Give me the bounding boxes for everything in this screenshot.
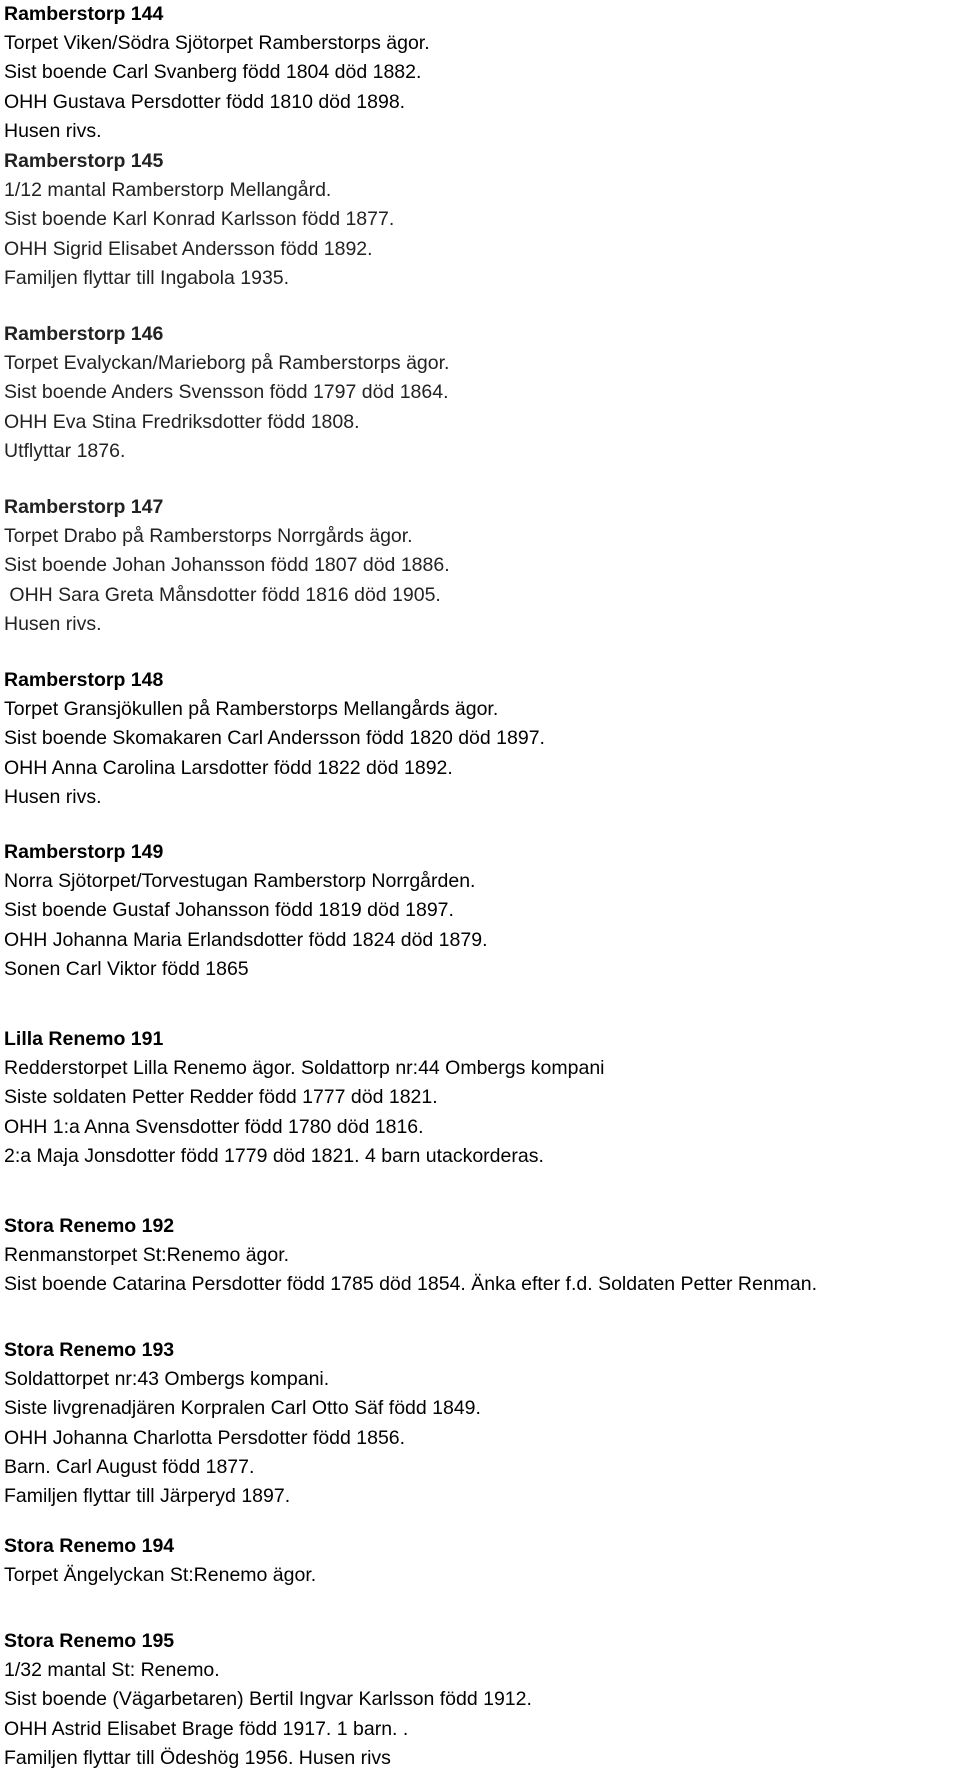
entry-line: OHH Astrid Elisabet Brage född 1917. 1 barn. . (4, 1717, 409, 1740)
entry-stora-renemo-192 (4, 1212, 956, 1300)
entry-heading: Stora Renemo 194 (4, 1535, 175, 1557)
entry-heading: Ramberstorp 146 (4, 323, 164, 345)
entry-heading: Stora Renemo 193 (4, 1339, 175, 1361)
entry-stora-renemo-195 (4, 1627, 956, 1773)
entry-line: OHH Eva Stina Fredriksdotter född 1808. (4, 410, 360, 433)
entry-heading: Stora Renemo 192 (4, 1215, 175, 1237)
entry-line: Familjen flyttar till Ödeshög 1956. Husen rivs (4, 1746, 391, 1769)
entry-line: Siste soldaten Petter Redder född 1777 död 1821. (4, 1086, 438, 1109)
entry-ramberstorp-149 (4, 838, 956, 984)
entry-line: Redderstorpet Lilla Renemo ägor. Soldattorp nr:44 Ombergs kompani (4, 1057, 605, 1080)
entry-line: Barn. Carl August född 1877. (4, 1455, 255, 1478)
entry-line: Husen rivs. (4, 119, 102, 142)
entry-line: Torpet Viken/Södra Sjötorpet Ramberstorps ägor. (4, 32, 430, 55)
entry-line: Torpet Gransjökullen på Ramberstorps Mellangårds ägor. (4, 698, 499, 721)
entry-heading: Stora Renemo 195 (4, 1630, 175, 1652)
entry-line: OHH Johanna Maria Erlandsdotter född 1824 död 1879. (4, 928, 488, 951)
entry-line: OHH 1:a Anna Svensdotter född 1780 död 1816. (4, 1115, 424, 1138)
entry-ramberstorp-145 (4, 147, 956, 293)
entry-line: 1/32 mantal St: Renemo. (4, 1659, 220, 1682)
entry-heading: Ramberstorp 145 (4, 150, 164, 172)
entry-line: Sist boende Gustaf Johansson född 1819 död 1897. (4, 899, 454, 922)
entry-line: Sist boende Johan Johansson född 1807 död 1886. (4, 554, 450, 577)
entry-line: Utflyttar 1876. (4, 439, 126, 462)
entry-heading: Ramberstorp 144 (4, 3, 164, 25)
entry-lilla-renemo-191 (4, 1025, 956, 1171)
entry-line: Torpet Evalyckan/Marieborg på Ramberstorps ägor. (4, 352, 450, 375)
entry-line: Norra Sjötorpet/Torvestugan Ramberstorp Norrgården. (4, 870, 476, 893)
entry-line: Sist boende Carl Svanberg född 1804 död 1882. (4, 61, 422, 84)
entry-line: Sist boende (Vägarbetaren) Bertil Ingvar Karlsson född 1912. (4, 1688, 532, 1711)
entry-line: OHH Johanna Charlotta Persdotter född 1856. (4, 1426, 406, 1449)
entry-heading: Ramberstorp 148 (4, 669, 164, 691)
entry-line: Sonen Carl Viktor född 1865 (4, 957, 249, 980)
entry-line: Sist boende Anders Svensson född 1797 död 1864. (4, 381, 449, 404)
entry-line: Familjen flyttar till Ingabola 1935. (4, 266, 290, 289)
entry-line: Sist boende Skomakaren Carl Andersson född 1820 död 1897. (4, 727, 545, 750)
entry-stora-renemo-193 (4, 1336, 956, 1511)
entry-stora-renemo-194 (4, 1532, 956, 1590)
entry-line: Sist boende Karl Konrad Karlsson född 1877. (4, 208, 395, 231)
entry-heading: Ramberstorp 147 (4, 496, 164, 518)
entry-line: OHH Sigrid Elisabet Andersson född 1892. (4, 237, 373, 260)
entry-line: Torpet Drabo på Ramberstorps Norrgårds ägor. (4, 525, 413, 548)
entry-line: OHH Sara Greta Månsdotter född 1816 död 1905. (4, 583, 441, 606)
entry-line: Torpet Ängelyckan St:Renemo ägor. (4, 1564, 317, 1587)
entry-ramberstorp-148 (4, 666, 956, 812)
entry-line: Familjen flyttar till Järperyd 1897. (4, 1484, 291, 1507)
entry-line: Sist boende Catarina Persdotter född 1785 död 1854. Änka efter f.d. Soldaten Petter Renman. (4, 1273, 818, 1296)
entry-line: OHH Anna Carolina Larsdotter född 1822 död 1892. (4, 756, 453, 779)
entry-line: Soldattorpet nr:43 Ombergs kompani. (4, 1368, 330, 1391)
entry-line: OHH Gustava Persdotter född 1810 död 1898. (4, 90, 406, 113)
entry-line: Husen rivs. (4, 612, 102, 635)
entry-line: 1/12 mantal Ramberstorp Mellangård. (4, 179, 332, 202)
entry-ramberstorp-146 (4, 320, 956, 466)
entry-ramberstorp-147 (4, 493, 956, 639)
entry-line: 2:a Maja Jonsdotter född 1779 död 1821. 4 barn utackorderas. (4, 1144, 544, 1167)
entry-heading: Ramberstorp 149 (4, 841, 164, 863)
entry-line: Siste livgrenadjären Korpralen Carl Otto Säf född 1849. (4, 1397, 481, 1420)
entry-heading: Lilla Renemo 191 (4, 1028, 164, 1050)
entry-line: Husen rivs. (4, 785, 102, 808)
entry-line: Renmanstorpet St:Renemo ägor. (4, 1244, 290, 1267)
entry-ramberstorp-144 (4, 0, 956, 146)
